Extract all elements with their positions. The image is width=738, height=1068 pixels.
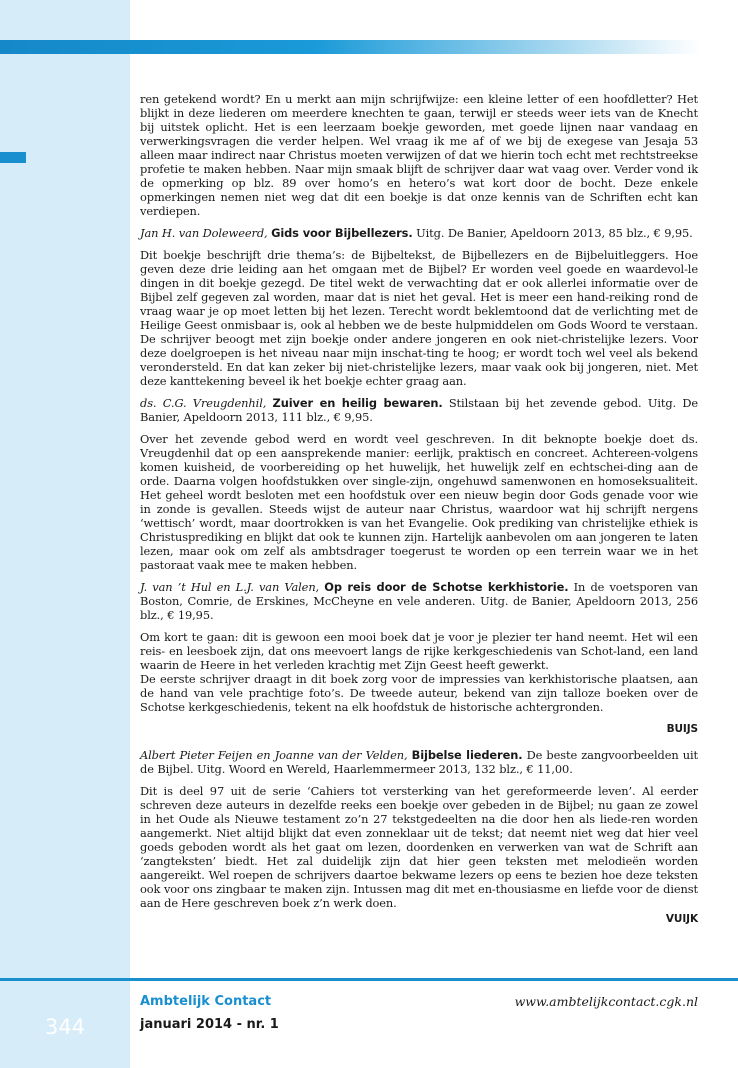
margin-marker xyxy=(0,152,26,163)
book-title: Gids voor Bijbellezers. xyxy=(271,226,413,240)
reviewer-signature: VUIJK xyxy=(665,913,698,925)
book-author: J. van ’t Hul en L.J. van Valen, xyxy=(140,580,320,594)
review-continuation: ren getekend wordt? En u merkt aan mijn schrijfwijze: een kleine letter of een hoofdletter? Het blijkt in deze liederen om meerdere knechten te gaan, terwijl er steeds weer iets van de Knecht bij uitstek oplicht. Het is een leerzaam boekje geworden, met goede lijnen naar vandaag en verwerkingsvragen die verder helpen. Wel vraag ik me af of we bij de exegese van Jesaja 53 alleen maar indirect naar Christus moeten verwijzen of dat we hierin toch echt met rechtstreekse profetie te maken hebben. Naar mijn smaak blijft de schrijver daar wat vaag over. Verder vond ik de opmerking op blz. 89 over homo’s en hetero’s wat kort door de bocht. Deze enkele opmerkingen nemen niet weg dat dit een boekje is dat onze kennis van de Schriften echt kan verdiepen. xyxy=(140,92,698,218)
book-author: ds. C.G. Vreugdenhil, xyxy=(140,396,267,410)
review-text: De eerste schrijver draagt in dit boek zorg voor de impressies van kerkhistorische plaatsen, aan de hand van vele prachtige foto’s. De tweede auteur, bekend van zijn talloze boeken over de Schotse kerkgeschiedenis, tekent na elk hoofdstuk de historische achtergronden. xyxy=(140,672,698,714)
issue-label: januari 2014 - nr. 1 xyxy=(140,1017,279,1032)
page-number: 344 xyxy=(44,1015,86,1039)
review-text: Dit is deel 97 uit de serie ‘Cahiers tot versterking van het gereformeerde leven’. Al eerder schreven deze auteurs in dezelfde reeks een boekje over gebeden in de Bijbel; nu gaan ze zowel in het Oude als Nieuwe testament zo’n 27 tekstgedeelten na die door hen als liede-ren worden aangemerkt. Niet altijd blijkt dat even zonneklaar uit de tekst; dat neemt niet weg dat hier veel goeds geboden wordt als het gaat om lezen, doordenken en verwerken van wat de Schrift aan ‘zangteksten’ biedt. Het zal duidelijk zijn dat hier geen teksten met melodieën worden aangereikt. Wel roepen de schrijvers daartoe bekwame lezers op eens te bezien hoe deze teksten ook voor ons zingbaar te maken zijn. Intussen mag dit met en-thousiasme en liefde voor de dienst aan de Here geschreven boek z’n werk doen. xyxy=(140,784,698,910)
book-title: Bijbelse liederen. xyxy=(411,748,523,762)
book-details: De beste zangvoorbeelden uit de Bijbel. Uitg. Woord en Wereld, Haarlemmermeer 2013, 132 blz., € 11,00. xyxy=(140,748,698,776)
journal-title: Ambtelijk Contact xyxy=(140,994,272,1009)
book-reference xyxy=(140,226,698,240)
book-title: Op reis door de Schotse kerkhistorie. xyxy=(324,580,569,594)
reviewer-signature: BUIJS xyxy=(666,723,698,735)
review-text: Om kort te gaan: dit is gewoon een mooi boek dat je voor je plezier ter hand neemt. Het wil een reis- en leesboek zijn, dat ons meevoert langs de rijke kerkgeschiedenis van Schot-land, een land waarin de Heere in het verleden krachtig met Zijn Geest heeft gewerkt. xyxy=(140,630,698,672)
book-reference xyxy=(140,396,698,424)
book-details: In de voetsporen van Boston, Comrie, de Erskines, McCheyne en vele anderen. Uitg. de Banier, Apeldoorn 2013, 256 blz., € 19,95. xyxy=(140,580,698,622)
book-author: Albert Pieter Feijen en Joanne van der Velden, xyxy=(140,748,408,762)
book-details: Uitg. De Banier, Apeldoorn 2013, 85 blz., € 9,95. xyxy=(416,226,693,240)
review-text: Over het zevende gebod werd en wordt veel geschreven. In dit beknopte boekje doet ds. Vreugdenhil dat op een aansprekende manier: eerlijk, praktisch en concreet. Achtereen-volgens komen kuisheid, de voorbereiding op het huwelijk, het huwelijk zelf en echtschei-ding aan de orde. Daarna volgen hoofdstukken over single-zijn, ongehuwd samenwonen en homoseksualiteit. Het geheel wordt besloten met een hoofdstuk over een nieuw begin door Gods genade voor wie in zonde is gevallen. Steeds wijst de auteur naar Christus, waardoor wat hij schrijft nergens ‘wettisch’ wordt, maar doortrokken is van het Evangelie. Ook prediking van christelijke ethiek is Christusprediking en blijkt dat ook te kunnen zijn. Hartelijk aanbevolen om aan jongeren te laten lezen, maar ook om zelf als ambtsdrager toegerust te worden op een terrein waar we in het pastoraat vaak mee te maken hebben. xyxy=(140,432,698,572)
book-reference xyxy=(140,748,698,776)
footer-divider xyxy=(0,978,738,981)
book-details: Stilstaan bij het zevende gebod. Uitg. De Banier, Apeldoorn 2013, 111 blz., € 9,95. xyxy=(140,396,698,424)
book-reference xyxy=(140,580,698,622)
book-author: Jan H. van Doleweerd, xyxy=(140,226,268,240)
article-body xyxy=(140,92,698,938)
book-title: Zuiver en heilig bewaren. xyxy=(272,396,443,410)
website-link[interactable]: www.ambtelijkcontact.cgk.nl xyxy=(514,994,698,1009)
review-text: Dit boekje beschrijft drie thema’s: de Bijbeltekst, de Bijbellezers en de Bijbeluitleggers. Hoe geven deze drie leiding aan het omgaan met de Bijbel? Er worden veel goede en waardevol-le dingen in dit boekje gezegd. De titel wekt de verwachting dat er ook allerlei informatie over de Bijbel zelf gegeven zal worden, maar dat is niet het geval. Het is meer een hand-reiking rond de vraag waar je op moet letten bij het lezen. Terecht wordt beklemtoond dat de verlichting met de Heilige Geest onmisbaar is, ook al hebben we de beste hulpmiddelen om Gods Woord te verstaan. De schrijver beoogt met zijn boekje onder andere jongeren en ook niet-christelijke lezers. Voor deze doelgroepen is het niveau naar mijn inschat-ting te hoog; er wordt toch wel veel als bekend verondersteld. En dat kan zeker bij niet-christelijke lezers, maar vaak ook bij jongeren, niet. Met deze kanttekening beveel ik het boekje echter graag aan. xyxy=(140,248,698,388)
header-gradient-bar xyxy=(0,40,700,54)
